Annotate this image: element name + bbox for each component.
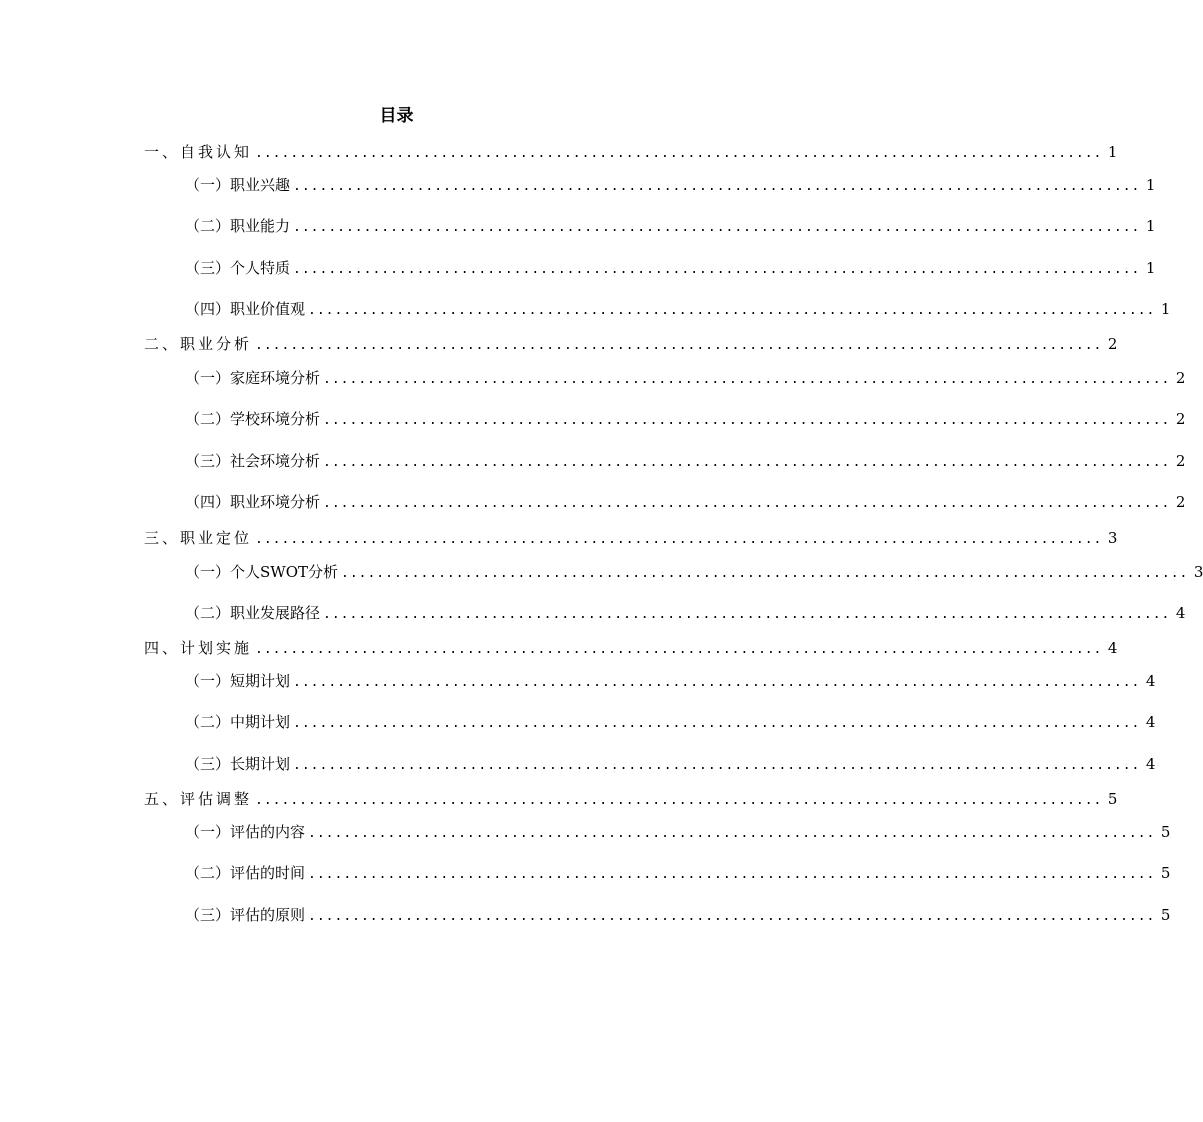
toc-entry-page: 4 xyxy=(1145,713,1156,731)
toc-entry-page: 4 xyxy=(1175,604,1186,622)
toc-leader-dots: ................................................................................................ xyxy=(323,372,1171,387)
toc-entry-page: 1 xyxy=(1145,259,1156,277)
toc-entry-section-2[interactable] xyxy=(144,333,1118,355)
toc-entry-subsection[interactable] xyxy=(185,602,1186,624)
toc-entry-label: （三）评估的原则 xyxy=(185,906,306,924)
toc-entry-subsection[interactable] xyxy=(185,904,1171,926)
toc-entry-label: （二）中期计划 xyxy=(185,713,291,731)
toc-entry-subsection[interactable] xyxy=(185,174,1156,196)
toc-leader-dots: ................................................................................................ xyxy=(323,455,1171,470)
toc-entry-label: （一）短期计划 xyxy=(185,672,291,690)
toc-leader-dots: ................................................................................................ xyxy=(255,532,1103,547)
toc-entry-label: （三）长期计划 xyxy=(185,755,291,773)
toc-entry-page: 1 xyxy=(1145,217,1156,235)
toc-entry-subsection[interactable] xyxy=(185,450,1186,472)
toc-entry-page: 3 xyxy=(1193,563,1203,581)
toc-entry-subsection[interactable] xyxy=(185,408,1186,430)
toc-leader-dots: ................................................................................................ xyxy=(308,909,1156,924)
toc-entry-page: 1 xyxy=(1107,143,1118,161)
toc-entry-label: （二）职业发展路径 xyxy=(185,604,321,622)
toc-entry-page: 1 xyxy=(1145,176,1156,194)
toc-entry-page: 2 xyxy=(1107,335,1118,353)
toc-entry-page: 4 xyxy=(1145,672,1156,690)
toc-leader-dots: ................................................................................................ xyxy=(293,262,1141,277)
toc-entry-subsection[interactable] xyxy=(185,862,1171,884)
toc-leader-dots: ................................................................................................ xyxy=(255,338,1103,353)
toc-entry-label: （一）评估的内容 xyxy=(185,823,306,841)
toc-leader-dots: ................................................................................................ xyxy=(255,642,1103,657)
toc-leader-dots: ................................................................................................ xyxy=(308,867,1156,882)
toc-leader-dots: ................................................................................................ xyxy=(293,716,1141,731)
toc-entry-page: 5 xyxy=(1107,790,1118,808)
toc-leader-dots: ................................................................................................ xyxy=(255,793,1103,808)
toc-entry-label: （四）职业环境分析 xyxy=(185,493,321,511)
toc-entry-subsection[interactable] xyxy=(185,367,1186,389)
toc-entry-label: 五、评估调整 xyxy=(144,790,253,808)
toc-entry-page: 2 xyxy=(1175,452,1186,470)
toc-entry-section-1[interactable] xyxy=(144,141,1118,163)
toc-leader-dots: ................................................................................................ xyxy=(308,826,1156,841)
toc-entry-label: （二）评估的时间 xyxy=(185,864,306,882)
toc-leader-dots: ................................................................................................ xyxy=(293,758,1141,773)
toc-entry-label: 一、自我认知 xyxy=(144,143,253,161)
toc-entry-page: 4 xyxy=(1107,639,1118,657)
toc-entry-page: 2 xyxy=(1175,493,1186,511)
toc-entry-section-5[interactable] xyxy=(144,788,1118,810)
toc-entry-subsection[interactable] xyxy=(185,298,1171,320)
toc-entry-page: 4 xyxy=(1145,755,1156,773)
toc-leader-dots: ................................................................................................ xyxy=(255,146,1103,161)
toc-entry-label: （一）职业兴趣 xyxy=(185,176,291,194)
toc-entry-page: 5 xyxy=(1160,864,1171,882)
toc-entry-label: （二）学校环境分析 xyxy=(185,410,321,428)
toc-title: 目录 xyxy=(379,106,414,126)
toc-entry-page: 2 xyxy=(1175,410,1186,428)
toc-entry-subsection[interactable] xyxy=(185,753,1156,775)
toc-entry-page: 3 xyxy=(1107,529,1118,547)
toc-entry-section-3[interactable] xyxy=(144,527,1118,549)
toc-entry-label: 四、计划实施 xyxy=(144,639,253,657)
toc-entry-label: （一）个人SWOT分析 xyxy=(185,563,338,581)
toc-leader-dots: ................................................................................................ xyxy=(323,413,1171,428)
toc-entry-subsection[interactable] xyxy=(185,711,1156,733)
toc-leader-dots: ................................................................................................ xyxy=(293,675,1141,690)
toc-entry-page: 1 xyxy=(1160,300,1171,318)
toc-entry-page: 5 xyxy=(1160,906,1171,924)
toc-leader-dots: ................................................................................................ xyxy=(293,220,1141,235)
toc-entry-section-4[interactable] xyxy=(144,637,1118,659)
toc-entry-label: （三）社会环境分析 xyxy=(185,452,321,470)
toc-entry-label: （四）职业价值观 xyxy=(185,300,306,318)
toc-entry-label: （三）个人特质 xyxy=(185,259,291,277)
toc-entry-label: （一）家庭环境分析 xyxy=(185,369,321,387)
toc-entry-subsection[interactable] xyxy=(185,821,1171,843)
toc-entry-subsection[interactable] xyxy=(185,215,1156,237)
toc-entry-subsection[interactable] xyxy=(185,561,1203,583)
toc-entry-label: （二）职业能力 xyxy=(185,217,291,235)
toc-entry-label: 二、职业分析 xyxy=(144,335,253,353)
toc-entry-page: 2 xyxy=(1175,369,1186,387)
toc-entry-label: 三、职业定位 xyxy=(144,529,253,547)
toc-entry-subsection[interactable] xyxy=(185,257,1156,279)
toc-leader-dots: ................................................................................................ xyxy=(341,566,1189,581)
toc-entry-page: 5 xyxy=(1160,823,1171,841)
toc-leader-dots: ................................................................................................ xyxy=(323,496,1171,511)
toc-leader-dots: ................................................................................................ xyxy=(308,303,1156,318)
toc-leader-dots: ................................................................................................ xyxy=(293,179,1141,194)
toc-entry-subsection[interactable] xyxy=(185,491,1186,513)
toc-entry-subsection[interactable] xyxy=(185,670,1156,692)
toc-leader-dots: ................................................................................................ xyxy=(323,607,1171,622)
